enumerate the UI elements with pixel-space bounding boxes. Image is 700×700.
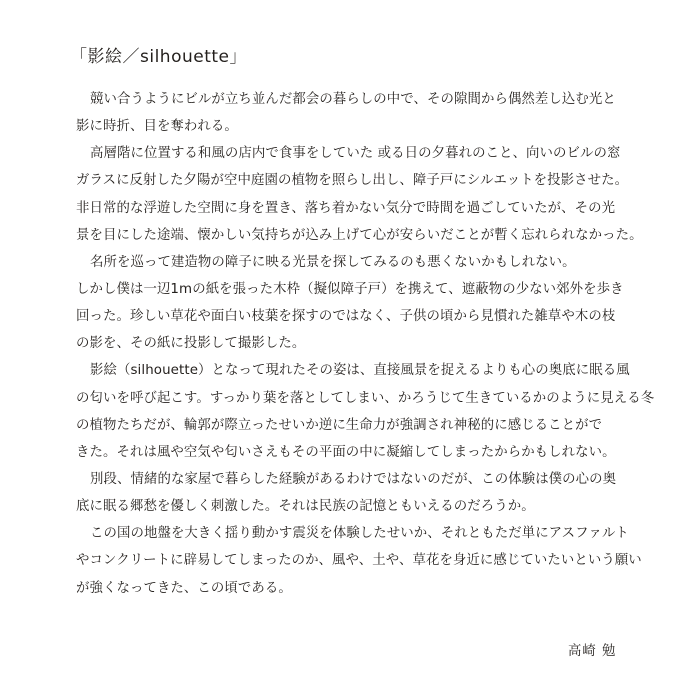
text-line: 高層階に位置する和風の店内で食事をしていた 或る日の夕暮れのこと、向いのビルの窓 — [90, 146, 621, 162]
text-line: の植物たちだが、輪郭が際立ったせいか逆に生命力が強調され神秘的に感じることがで — [76, 417, 603, 433]
author-signature: 高崎 勉 — [568, 644, 617, 659]
essay-body — [76, 86, 655, 602]
text-line: 別段、情緒的な家屋で暮らした経験があるわけではないのだが、この体験は僕の心の奥 — [90, 471, 617, 487]
text-line: この国の地盤を大きく揺り動かす震災を体験したせいか、それともただ単にアスファルト — [90, 526, 629, 542]
text-line: 回った。珍しい草花や面白い枝葉を探すのではなく、子供の頃から見慣れた雑草や木の枝 — [76, 309, 616, 325]
text-line: 景を目にした途端、懐かしい気持ちが込み上げて心が安らいだことが暫く忘れられなかった。 — [76, 227, 643, 243]
text-line: の影を、その紙に投影して撮影した。 — [76, 336, 306, 352]
text-line: 名所を巡って建造物の障子に映る光景を探してみるのも悪くないかもしれない。 — [90, 254, 576, 270]
essay-title: 「影絵／silhouette」 — [70, 47, 248, 67]
text-line: きた。それは風や空気や匂いさえもその平面の中に凝縮してしまったからかもしれない。 — [76, 444, 616, 460]
text-line: ガラスに反射した夕陽が空中庭園の植物を照らし出し、障子戸にシルエットを投影させた。 — [76, 173, 629, 189]
text-line: が強くなってきた、この頃である。 — [76, 580, 292, 596]
text-line: 競い合うようにビルが立ち並んだ都会の暮らしの中で、その隙間から偶然差し込む光と — [90, 92, 616, 107]
text-line: しかし僕は一辺1mの紙を張った木枠（擬似障子戸）を携えて、遮蔽物の少ない郊外を歩き — [76, 281, 624, 297]
text-line: 影に時折、目を奪われる。 — [76, 119, 238, 135]
text-line: の匂いを呼び起こす。すっかり葉を落としてしまい、かろうじて生きているかのように見える冬 — [76, 390, 655, 406]
text-line: 非日常的な浮遊した空間に身を置き、落ち着かない気分で時間を過ごしていたが、その光 — [76, 200, 616, 216]
text-line: 底に眠る郷愁を優しく刺激した。それは民族の記憶ともいえるのだろうか。 — [76, 499, 535, 515]
text-line: やコンクリートに辟易してしまったのか、風や、土や、草花を身近に感じていたいという願い — [76, 553, 642, 569]
text-line: 影絵（silhouette）となって現れたその姿は、直接風景を捉えるよりも心の奥底に眠る風 — [90, 363, 630, 379]
